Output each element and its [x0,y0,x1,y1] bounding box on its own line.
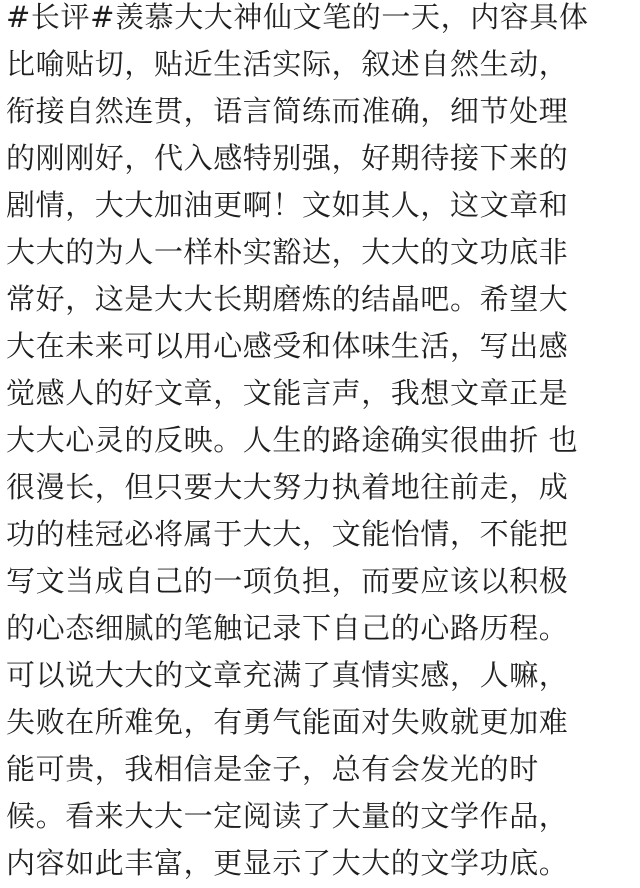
text-line: 写文当成自己的一项负担，而要应该以积极 [6,564,569,598]
text-line: 衔接自然连贯，语言简练而准确，细节处理 [6,94,569,128]
text-line: 比喻贴切，贴近生活实际，叙述自然生动， [6,47,569,81]
text-line: 可以说大大的文章充满了真情实感，人嘛， [6,658,569,692]
text-line: 大在未来可以用心感受和体味生活，写出感 [6,329,569,363]
text-line: 候。看来大大一定阅读了大量的文学作品， [6,799,569,833]
text-line: 大大心灵的反映。人生的路途确实很曲折 也 [6,423,579,457]
text-line: 很漫长，但只要大大努力执着地往前走，成 [6,470,569,504]
text-line: 的刚刚好，代入感特别强，好期待接下来的 [6,141,569,175]
text-line: 失败在所难免，有勇气能面对失败就更加难 [6,705,569,739]
text-line: 的心态细腻的笔触记录下自己的心路历程。 [6,611,569,645]
text-line: 功的桂冠必将属于大大，文能怡情，不能把 [6,517,569,551]
text-line: #长评#羡慕大大神仙文笔的一天，内容具体 [6,0,589,34]
text-line: 觉感人的好文章，文能言声，我想文章正是 [6,376,569,410]
text-line: 内容如此丰富，更显示了大大的文学功底。 [6,846,569,880]
text-line: 大大的为人一样朴实豁达，大大的文功底非 [6,235,569,269]
text-line: 剧情，大大加油更啊！文如其人，这文章和 [6,188,569,222]
text-line: 常好，这是大大长期磨炼的结晶吧。希望大 [6,282,569,316]
text-line: 能可贵，我相信是金子，总有会发光的时 [6,752,539,786]
